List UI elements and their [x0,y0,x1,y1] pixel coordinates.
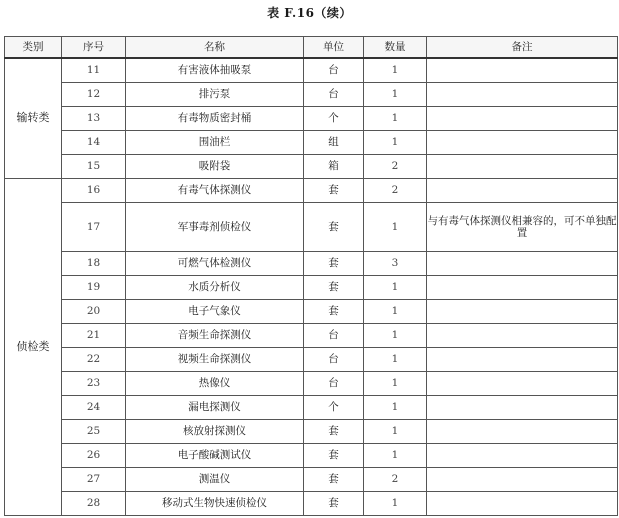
remark-cell [427,251,618,275]
remark-cell [427,419,618,443]
quantity-cell: 3 [364,251,427,275]
quantity-cell: 1 [364,299,427,323]
table-row [5,106,618,130]
name-cell: 电子气象仪 [126,299,304,323]
unit-cell: 台 [304,371,364,395]
remark-cell [427,443,618,467]
unit-cell: 套 [304,202,364,251]
number-cell: 25 [62,419,126,443]
number-cell: 26 [62,443,126,467]
quantity-cell: 1 [364,58,427,82]
table-row [5,467,618,491]
number-cell: 13 [62,106,126,130]
unit-cell: 台 [304,323,364,347]
remark-cell [427,371,618,395]
number-cell: 22 [62,347,126,371]
name-cell: 可燃气体检测仪 [126,251,304,275]
unit-cell: 套 [304,178,364,202]
remark-cell [427,491,618,515]
column-header-quantity: 数量 [364,37,427,59]
remark-cell [427,323,618,347]
number-cell: 19 [62,275,126,299]
remark-cell [427,106,618,130]
table-caption: 表 F.16（续） [267,6,352,20]
remark-cell [427,395,618,419]
table-row [5,130,618,154]
unit-cell: 组 [304,130,364,154]
table-row [5,251,618,275]
name-cell: 热像仪 [126,371,304,395]
quantity-cell: 1 [364,419,427,443]
unit-cell: 套 [304,275,364,299]
unit-cell: 套 [304,419,364,443]
remark-cell [427,275,618,299]
unit-cell: 个 [304,106,364,130]
remark-cell [427,82,618,106]
name-cell: 音频生命探测仪 [126,323,304,347]
equipment-table [4,36,618,516]
table-row [5,419,618,443]
name-cell: 视频生命探测仪 [126,347,304,371]
name-cell: 移动式生物快速侦检仪 [126,491,304,515]
name-cell: 有毒物质密封桶 [126,106,304,130]
table-row [5,154,618,178]
remark-cell: 与有毒气体探测仪相兼容的，可不单独配置 [427,202,618,251]
unit-cell: 套 [304,491,364,515]
table-row [5,323,618,347]
name-cell: 漏电探测仪 [126,395,304,419]
unit-cell: 套 [304,251,364,275]
category-cell: 输转类 [5,58,62,178]
category-cell: 侦检类 [5,178,62,515]
number-cell: 14 [62,130,126,154]
unit-cell: 箱 [304,154,364,178]
column-header-name: 名称 [126,37,304,59]
remark-cell [427,347,618,371]
remark-cell [427,178,618,202]
quantity-cell: 2 [364,178,427,202]
quantity-cell: 1 [364,323,427,347]
quantity-cell: 1 [364,202,427,251]
quantity-cell: 1 [364,82,427,106]
column-header-unit: 单位 [304,37,364,59]
table-row [5,299,618,323]
remark-cell [427,58,618,82]
name-cell: 军事毒剂侦检仪 [126,202,304,251]
table-body [5,58,618,515]
number-cell: 12 [62,82,126,106]
unit-cell: 套 [304,299,364,323]
unit-cell: 台 [304,58,364,82]
table-header-row [5,37,618,59]
number-cell: 21 [62,323,126,347]
quantity-cell: 2 [364,154,427,178]
table-row [5,178,618,202]
name-cell: 吸附袋 [126,154,304,178]
table-row [5,491,618,515]
name-cell: 核放射探测仪 [126,419,304,443]
name-cell: 围油栏 [126,130,304,154]
number-cell: 20 [62,299,126,323]
name-cell: 有害液体抽吸泵 [126,58,304,82]
number-cell: 28 [62,491,126,515]
quantity-cell: 1 [364,275,427,299]
remark-cell [427,299,618,323]
name-cell: 水质分析仪 [126,275,304,299]
number-cell: 27 [62,467,126,491]
unit-cell: 台 [304,82,364,106]
unit-cell: 台 [304,347,364,371]
name-cell: 测温仪 [126,467,304,491]
remark-cell [427,130,618,154]
name-cell: 有毒气体探测仪 [126,178,304,202]
table-row [5,58,618,82]
number-cell: 17 [62,202,126,251]
quantity-cell: 1 [364,491,427,515]
number-cell: 18 [62,251,126,275]
table-row [5,395,618,419]
name-cell: 电子酸碱测试仪 [126,443,304,467]
quantity-cell: 1 [364,347,427,371]
table-row [5,443,618,467]
unit-cell: 套 [304,443,364,467]
table-row [5,82,618,106]
table-row [5,347,618,371]
table-row [5,202,618,251]
quantity-cell: 1 [364,395,427,419]
unit-cell: 个 [304,395,364,419]
quantity-cell: 1 [364,443,427,467]
quantity-cell: 1 [364,371,427,395]
table-row [5,275,618,299]
unit-cell: 套 [304,467,364,491]
number-cell: 16 [62,178,126,202]
number-cell: 15 [62,154,126,178]
quantity-cell: 1 [364,106,427,130]
number-cell: 23 [62,371,126,395]
column-header-number: 序号 [62,37,126,59]
number-cell: 11 [62,58,126,82]
column-header-category: 类别 [5,37,62,59]
number-cell: 24 [62,395,126,419]
quantity-cell: 2 [364,467,427,491]
remark-cell [427,154,618,178]
quantity-cell: 1 [364,130,427,154]
table-row [5,371,618,395]
name-cell: 排污泵 [126,82,304,106]
column-header-remark: 备注 [427,37,618,59]
remark-cell [427,467,618,491]
